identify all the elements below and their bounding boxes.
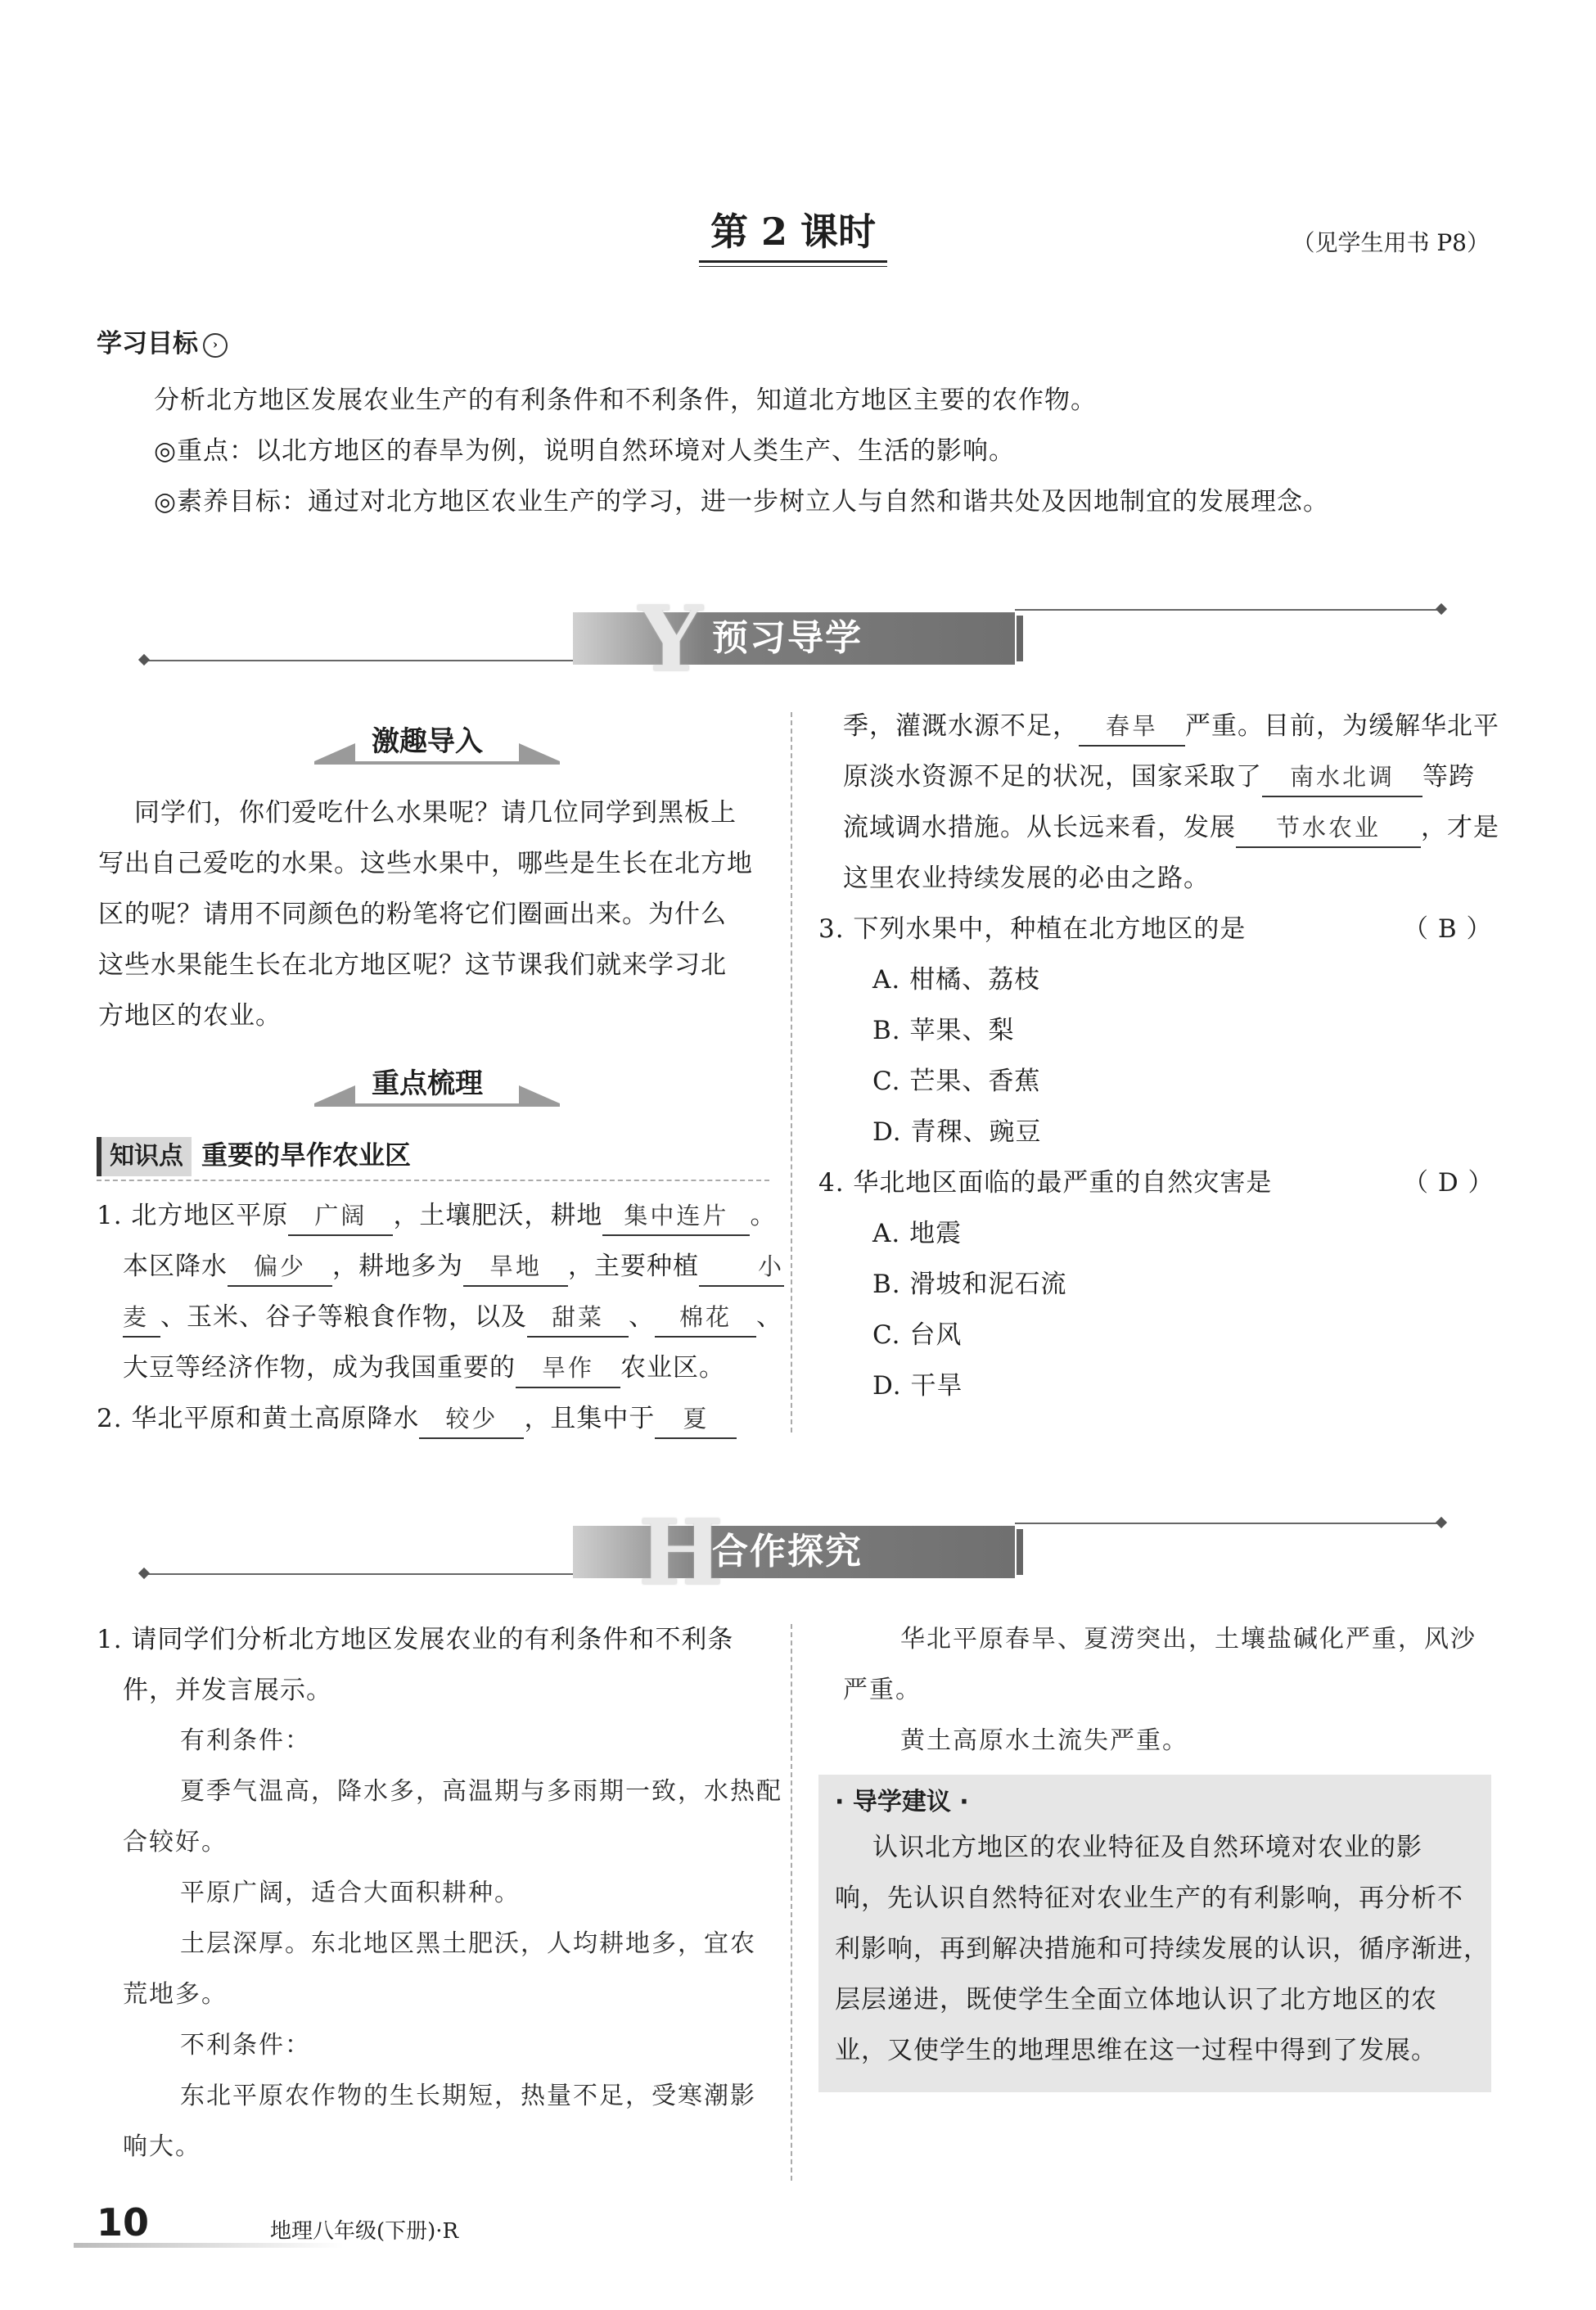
blank-answer: 偏少: [228, 1247, 332, 1287]
objectives-tag: [97, 326, 228, 362]
objective-key-point: ◎重点：以北方地区的春旱为例，说明自然环境对人类生产、生活的影响。: [154, 436, 1016, 466]
q4-option: D. 干旱: [872, 1371, 963, 1401]
chevron-right-icon: ›: [203, 333, 228, 358]
blank-answer: 较少: [419, 1400, 524, 1439]
teaching-suggestion-title: · 导学建议 ·: [835, 1788, 969, 1816]
blank-answer: 小: [699, 1247, 784, 1287]
book-title: 地理八年级(下册)·R: [270, 2219, 459, 2244]
section-banner-inquiry: [573, 1500, 1015, 1605]
intro-line: 同学们，你们爱吃什么水果呢？请几位同学到黑板上: [134, 798, 737, 828]
q4-option: C. 台风: [872, 1320, 963, 1350]
blank-answer: 节水农业: [1236, 809, 1421, 848]
banner-dot: [138, 1568, 150, 1579]
q3-stem: 3. 下列水果中，种植在北方地区的是: [818, 914, 1247, 944]
banner-label: 预习导学: [712, 617, 863, 659]
suggestion-line: 业，又使学生的地理思维在这一过程中得到了发展。: [835, 2036, 1437, 2065]
blank-answer: 集中连片: [602, 1197, 750, 1236]
banner-dot: [1436, 1517, 1447, 1528]
section-banner-preview: [573, 586, 1015, 692]
intro-heading-text: 激趣导入: [372, 725, 483, 758]
banner-letter: Y: [638, 586, 703, 692]
column-divider: [791, 1624, 792, 2181]
q3-option: B. 苹果、梨: [872, 1016, 1015, 1045]
q3-option: C. 芒果、香蕉: [872, 1067, 1041, 1096]
q3-option: A. 柑橘、荔枝: [872, 965, 1041, 995]
q2-line-2: 季，灌溉水源不足， 春旱 严重。目前，为缓解华北平: [843, 701, 1499, 751]
handwritten-answer: 黄土高原水土流失严重。: [900, 1726, 1188, 1755]
blank-answer: 麦: [123, 1298, 160, 1338]
inquiry-question-line: 1. 请同学们分析北方地区发展农业的有利条件和不利条: [97, 1625, 734, 1654]
review-heading: [314, 1061, 560, 1107]
q4-answer: （ D ）: [1403, 1168, 1495, 1198]
q2-line-4: 流域调水措施。从长远来看，发展 节水农业 ，才是: [843, 802, 1499, 853]
handwritten-answer: 华北平原春旱、夏涝突出，土壤盐碱化严重，风沙: [900, 1625, 1477, 1654]
banner-rule-left: [144, 1573, 586, 1575]
suggestion-line: 认识北方地区的农业特征及自然环境对农业的影: [872, 1833, 1422, 1862]
column-divider: [791, 712, 792, 1432]
blank-answer: 旱地: [463, 1247, 568, 1287]
banner-dot: [138, 654, 150, 665]
knowledge-point-tag: 知识点: [97, 1137, 192, 1176]
handwritten-answer: 平原广阔，适合大面积耕种。: [180, 1879, 521, 1907]
q3-answer: （ B ）: [1403, 914, 1493, 944]
intro-line: 这些水果能生长在北方地区呢？这节课我们就来学习北: [98, 950, 727, 980]
blank-answer: 甜菜: [527, 1298, 629, 1338]
q1-line-2: 本区降水 偏少 ，耕地多为 旱地 ，主要种植 小: [123, 1241, 784, 1292]
intro-line: 方地区的农业。: [98, 1001, 282, 1031]
knowledge-point-title: 重要的旱作农业区: [201, 1139, 412, 1171]
banner-letter: H: [638, 1500, 724, 1605]
blank-answer: 广阔: [288, 1197, 393, 1236]
handwritten-answer: 东北平原农作物的生长期短，热量不足，受寒潮影: [180, 2082, 756, 2110]
dashed-rule: [97, 1180, 769, 1181]
handwritten-answer: 土层深厚。东北地区黑土肥沃，人均耕地多，宜农: [180, 1929, 756, 1958]
blank-answer: 春旱: [1079, 707, 1185, 747]
handwritten-answer: 不利条件：: [180, 2031, 311, 2060]
blank-answer: 旱作: [516, 1349, 620, 1388]
banner-dot: [1436, 603, 1447, 615]
blank-answer: 夏: [655, 1400, 737, 1439]
intro-line: 写出自己爱吃的水果。这些水果中，哪些是生长在北方地: [98, 849, 753, 878]
teaching-suggestion-box: [818, 1775, 1491, 2092]
handwritten-answer: 严重。: [843, 1676, 922, 1704]
handwritten-answer: 有利条件：: [180, 1726, 311, 1755]
handwritten-answer: 合较好。: [123, 1828, 228, 1857]
inquiry-question-line: 件，并发言展示。: [123, 1676, 332, 1705]
handwritten-answer: 夏季气温高，降水多，高温期与多雨期一致，水热配: [180, 1777, 782, 1806]
q4-stem: 4. 华北地区面临的最严重的自然灾害是: [818, 1168, 1273, 1198]
student-book-reference: （见学生用书 P8）: [1292, 229, 1490, 256]
banner-rule-left: [144, 660, 586, 661]
suggestion-line: 利影响，再到解决措施和可持续发展的认识，循序渐进，: [835, 1934, 1490, 1964]
blank-answer: 南水北调: [1262, 758, 1422, 797]
banner-rule-right: [1015, 1523, 1440, 1524]
q3-option: D. 青稞、豌豆: [872, 1117, 1042, 1147]
q4-option: B. 滑坡和泥石流: [872, 1270, 1067, 1299]
page-number: 10: [97, 2200, 150, 2245]
suggestion-line: 层层递进，既使学生全面立体地认识了北方地区的农: [835, 1985, 1437, 2014]
banner-label: 合作探究: [712, 1531, 863, 1572]
knowledge-point-heading: [97, 1135, 411, 1175]
q2-line-5: 这里农业持续发展的必由之路。: [843, 864, 1210, 893]
q2-line-1: 2. 华北平原和黄土高原降水 较少 ，且集中于 夏: [97, 1393, 737, 1444]
lesson-title: 第 2 课时: [699, 203, 887, 263]
intro-line: 区的呢？请用不同颜色的粉笔将它们圈画出来。为什么: [98, 900, 727, 929]
intro-heading: [314, 719, 560, 765]
banner-rule-right: [1015, 609, 1440, 611]
handwritten-answer: 荒地多。: [123, 1980, 228, 2009]
q1-line-1: 1. 北方地区平原 广阔 ，土壤肥沃，耕地 集中连片 。: [97, 1190, 776, 1241]
review-heading-text: 重点梳理: [372, 1067, 483, 1100]
suggestion-line: 响，先认识自然特征对农业生产的有利影响，再分析不: [835, 1884, 1463, 1913]
q2-line-3: 原淡水资源不足的状况，国家采取了 南水北调 等跨: [843, 751, 1475, 802]
q4-option: A. 地震: [872, 1219, 963, 1248]
handwritten-answer: 响大。: [123, 2132, 201, 2161]
objective-literacy-goal: ◎素养目标：通过对北方地区农业生产的学习，进一步树立人与自然和谐共处及因地制宜的发展理念。: [154, 487, 1330, 517]
q1-line-3: 麦 、玉米、谷子等粮食作物，以及 甜菜 、 棉花 、: [123, 1292, 782, 1342]
blank-answer: 棉花: [655, 1298, 756, 1338]
q1-line-4: 大豆等经济作物，成为我国重要的 旱作 农业区。: [123, 1342, 725, 1393]
objective-line-1: 分析北方地区发展农业生产的有利条件和不利条件，知道北方地区主要的农作物。: [154, 386, 1097, 415]
objectives-tag-label: 学习目标: [97, 329, 198, 359]
